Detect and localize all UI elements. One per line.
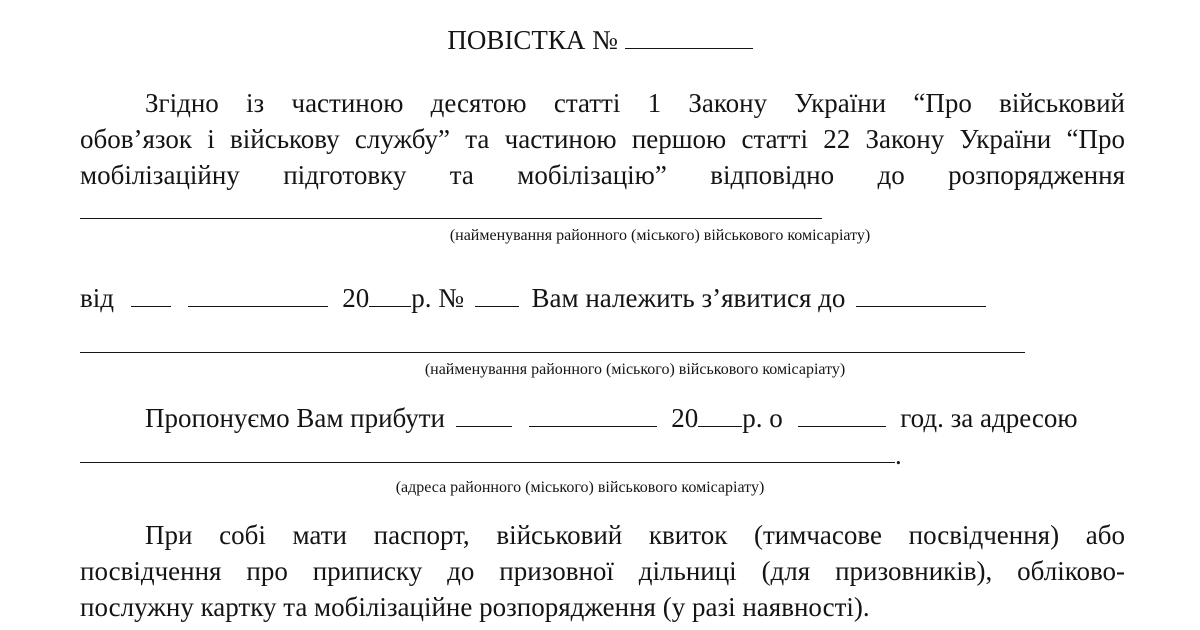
address-period: . <box>895 440 902 470</box>
commissariat-name-field-1[interactable] <box>80 218 822 219</box>
document-title <box>0 26 1200 54</box>
commissariat-caption-1: (найменування районного (міського) військового комісаріату) <box>449 227 871 244</box>
documents-line-3: послужну картку та мобілізаційне розпорядження (у разі наявності). <box>80 592 870 622</box>
commissariat-name-field-2[interactable] <box>80 352 1025 353</box>
commissariat-caption-2: (найменування районного (міського) військового комісаріату) <box>424 361 846 378</box>
arrival-year-prefix: 20 <box>671 403 699 433</box>
intro-line-3: мобілізаційну підготовку та мобілізацію” відповідно до розпорядження <box>80 160 1125 190</box>
arrival-time-label: р. о <box>742 403 783 433</box>
appear-place-field[interactable] <box>856 284 986 307</box>
order-date-line <box>80 284 1125 312</box>
arrival-hour-field[interactable] <box>798 404 886 427</box>
arrival-year-field[interactable] <box>698 404 742 427</box>
propose-label: Пропонуємо Вам прибути <box>145 403 446 433</box>
documents-line-2: посвідчення про приписку до призовної дільниці (для призовників), обліково- <box>80 556 1125 586</box>
intro-line-1: Згідно із частиною десятою статті 1 Закону України “Про військовий <box>145 88 1125 118</box>
intro-line-2: обов’язок і військову службу” та частиною першою статті 22 Закону України “Про <box>80 124 1125 154</box>
from-label: від <box>80 283 114 313</box>
arrival-line <box>145 404 1125 432</box>
order-year-field[interactable] <box>369 284 411 307</box>
title-text: ПОВІСТКА № <box>447 25 618 55</box>
summons-number-field[interactable] <box>625 26 753 49</box>
appear-label: Вам належить з’явитися до <box>531 283 846 313</box>
address-field[interactable] <box>80 462 895 463</box>
address-caption: (адреса районного (міського) військового комісаріату) <box>395 479 765 496</box>
address-label: год. за адресою <box>900 403 1078 433</box>
year-prefix: 20 <box>342 283 370 313</box>
order-month-field[interactable] <box>188 284 328 307</box>
order-number-field[interactable] <box>475 284 519 307</box>
order-number-label: р. № <box>411 283 465 313</box>
arrival-day-field[interactable] <box>456 404 512 427</box>
order-day-field[interactable] <box>131 284 171 307</box>
arrival-month-field[interactable] <box>529 404 657 427</box>
documents-line-1: При собі мати паспорт, військовий квиток (тимчасове посвідчення) або <box>145 520 1125 550</box>
